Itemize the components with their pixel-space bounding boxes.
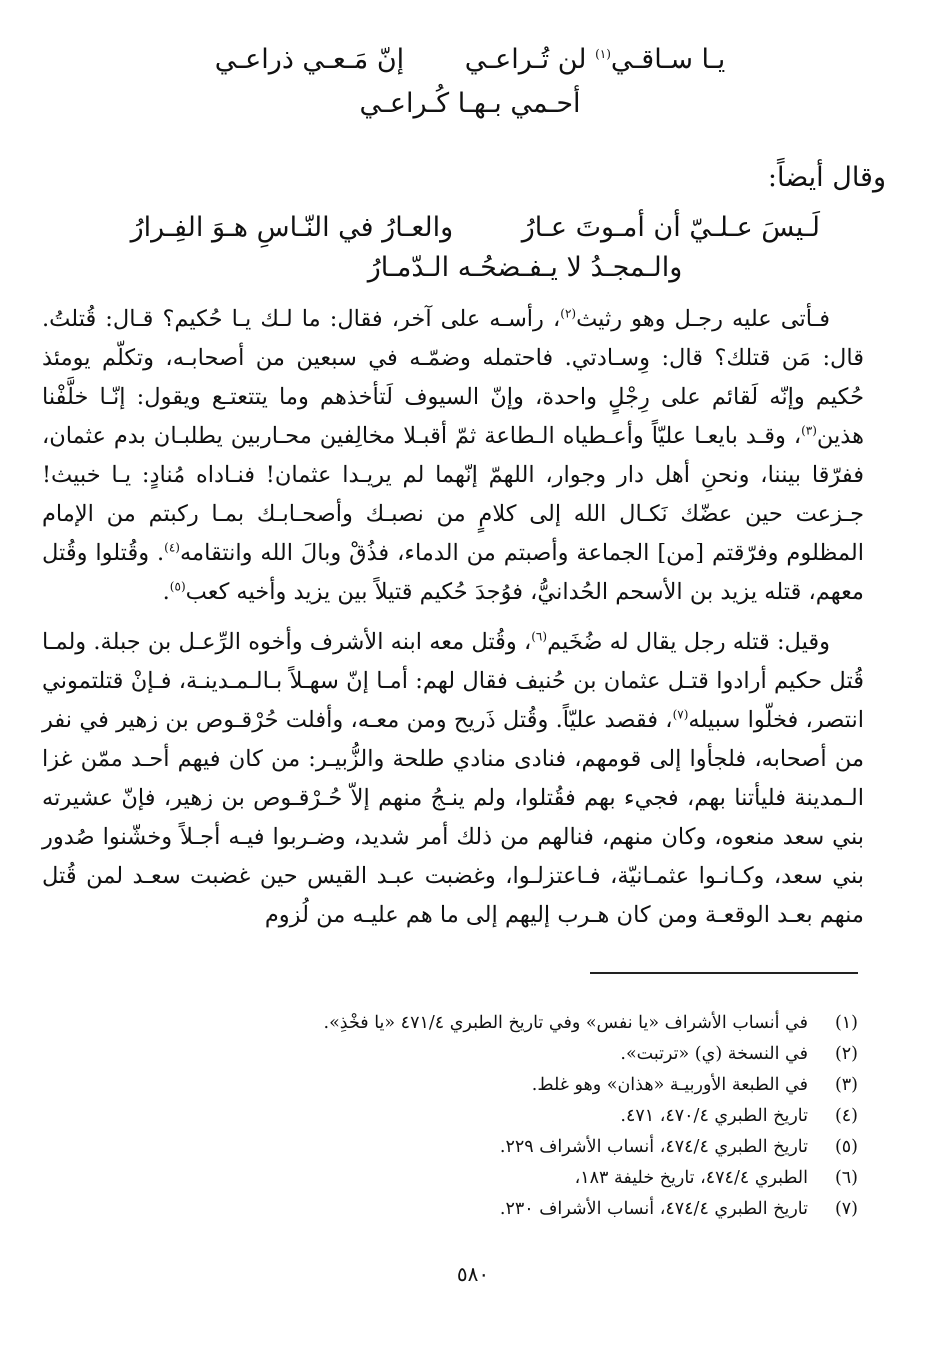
verse-block-1 [150,38,790,126]
verse-1-line-2: أحـمي بـهـا كُـراعـي [359,88,581,119]
verse-1-hemistich-2: إنّ مَـعـي ذراعـي [214,44,405,75]
footnote-ref-2: (٢) [560,306,577,321]
footnote-divider [590,972,858,974]
paragraph-1: فـأتى عليه رجـل وهو رثيث$^{(٢)}$، رأسـه على آخر، فقال: ما لـك يـا حُكيم؟ قـال: قُتلتُ. قال: مَن قتلك؟ قال: وِسـادتي. فاحتمله وضمّـه في سبعين من أصحابـه، وتكلّم يومئذ حُكيم وإنّه لَقائم على رِجْلٍ واحدة، وإنّ السيوف لَتأخذهم وما يتتعتـع ويقول: إنّـا خلَّفْنا هذين$^{(٣)}$، وقـد بايعـا عليّاً وأعـطياه الـطاعة ثمّ أقبـلا مخالِفين محـاربين يطلبـان بدم عثمان، ففرّقا بيننا، ونحنِ أهل دار وجوار، اللهمّ إنّهما لم يريـدا عثمان! فنـاداه مُنادٍ: يـا خبيث! جـزعت حين عضّك نَكـال الله إلى كلامٍ من نصبـك وأصحـابـك بمـا ركبتم من الإمام المظلوم وفرّقتم [من] الجماعة وأصبتم من الدماء، فذُقْ وبالَ الله وانتقامه$^{(٤)}$. وقُتلوا وقُتل معهم، قتله يزيد بن الأسحم الحُدانيُّ، فوُجدَ حُكيم قتيلاً بين يزيد وأخيه كعب$^{(٥)}$. [42,306,864,605]
paragraph-2: وقيل: قتله رجل يقال له ضُخَيم$^{(٦)}$، وقُتل معه ابنه الأشرف وأخوه الرِّعـل بن جبلة. ولمـا قُتل حكيم أرادوا قتـل عثمان بن حُنيف فقال لهم: أمـا إنّ سهـلاً بـالـمـدينـة، فـإنْ قتلتموني انتصر، فخلّوا سبيله$^{(٧)}$، فقصد عليّاً. وقُتل ذَريح ومن معـه، وأفلت حُرْقـوص بن زهير في نفر من أصحابه، فلجأوا إلى قومهم، فنادى منادي طلحة والزُّبيـر: من كان فيهم أحـد ممّن غزا الـمدينة فليأتنا بهم، فجيء بهم فقُتلوا، ولم ينـجُ منهم إلاّ حُـرْقـوص بن زهير، فإنّ عشيرته بني سعد منعوه، وكان منهم، فنالهم من ذلك أمر شديد، وضـربوا فيـه أجـلاً وخشّنوا صُدور بني سعد، وكـانـوا عثمـانيّة، فـاعتزلـوا، وغضبت عبـد القيس حين غضبت سعـد لمن قُتل منهم بعـد الوقعـة ومن كان هـرب إليهم إلى ما هم عليـه من لُزوم [42,629,865,928]
footnote-ref-3: (٣) [801,423,817,438]
footnote-ref-7: (٧) [672,707,689,722]
verse-1-line-1 [150,38,790,82]
footnote-4: (٤) تاريخ الطبري ٤٧٠/٤، ٤٧١. [620,1106,858,1126]
verse-block-2 [90,208,850,288]
footnote-5: (٥) تاريخ الطبري ٤٧٤/٤، أنساب الأشراف ٢٢٩. [499,1137,858,1157]
footnotes [78,1008,858,1225]
footnote-ref-4: (٤) [164,540,180,555]
verse-1-hemistich-1: يـا سـاقـي$^{(١)}$ لن تُـراعـي [464,44,726,75]
verse-2-hemistich-2: والعـارُ في النّـاسِ هـوَ الفِـرارُ [130,212,454,243]
footnote-7: (٧) تاريخ الطبري ٤٧٤/٤، أنساب الأشراف ٢٣٠. [499,1199,858,1219]
footnote-6: (٦) الطبري ٤٧٤/٤، تاريخ خليفة ١٨٣، [574,1168,858,1188]
footnote-2: (٢) في النسخة (ي) «ترتبت». [620,1044,858,1064]
footnote-1: (١) في أنساب الأشراف «يا نفس» وفي تاريخ الطبري ٤٧١/٤ «يا فخْذِ». [323,1013,858,1033]
verse-2-hemistich-1: لَـيسَ عـلـيّ أن أمـوتَ عـارُ [521,212,820,243]
footnote-ref-5: (٥) [169,579,186,594]
footnote-ref-1: (١) [595,47,611,61]
verse-2-line-2: والـمجـدُ لا يـفـضحُـه الـدّمـارُ [367,252,683,283]
footnote-3: (٣) في الطبعة الأوربيـة «هذان» وهو غلط. [531,1075,858,1095]
section-intro: وقال أيضاً: [767,162,886,193]
verse-2-line-1 [90,208,850,248]
footnote-ref-6: (٦) [531,629,548,644]
page-number: ٥٨٠ [456,1262,490,1286]
